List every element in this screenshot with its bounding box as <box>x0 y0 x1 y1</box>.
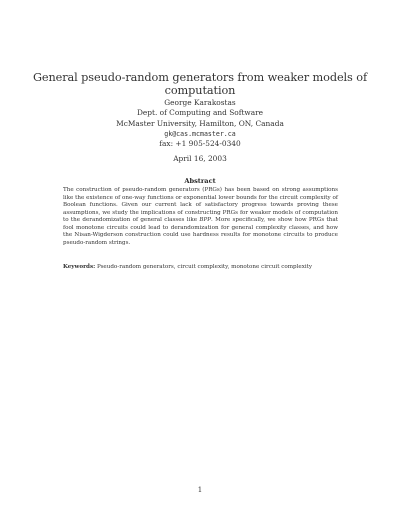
paper-title: General pseudo-random generators from weaker models of computation <box>32 71 368 97</box>
abstract-text: The construction of pseudo-random generators (PRGs) has been based on strong assumptions like the existence of one-way functions or exponential lower bounds for the circuit complexity of Boolean functions. Given our current lack of satisfactory progress towards proving these assumptions, we study the implications of constructing PRGs for weaker models of computation to the derandomization of general classes like BPP. More specifically, we show how PRGs that fool monotone circuits could lead to derandomization for general complexity classes, and how the Nisan-Wigderson construction could use hardness results for monotone circuits to produce pseudo-random strings. <box>63 187 338 246</box>
author-email: gk@cas.mcmaster.ca <box>164 129 236 138</box>
keywords-label: Keywords: <box>63 264 96 270</box>
author-affiliation: McMaster University, Hamilton, ON, Canada <box>116 118 284 128</box>
keywords-text: Pseudo-random generators, circuit complexity, monotone circuit complexity <box>96 264 313 270</box>
complexity-class-bpp: BPP <box>199 217 211 224</box>
page-number: 1 <box>197 486 203 494</box>
keywords <box>63 264 338 272</box>
author-fax: fax: +1 905-524-0340 <box>159 139 241 149</box>
paper-date: April 16, 2003 <box>173 154 227 163</box>
author-department: Dept. of Computing and Software <box>136 108 264 118</box>
abstract-body <box>63 187 338 247</box>
author-name: George Karakostas <box>164 98 236 107</box>
abstract-heading: Abstract <box>184 177 216 185</box>
author-block <box>0 98 400 149</box>
